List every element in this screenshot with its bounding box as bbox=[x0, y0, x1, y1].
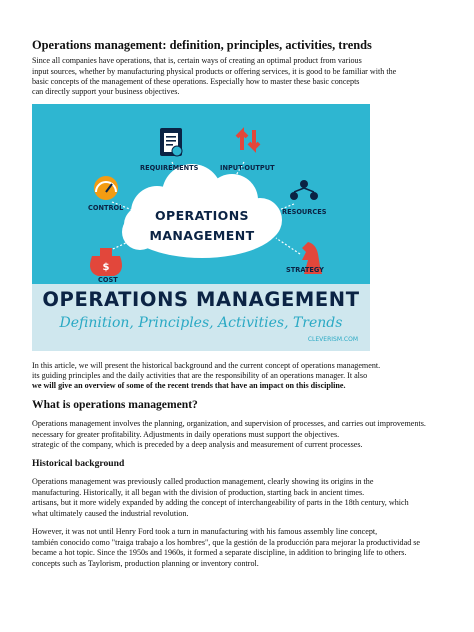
article-line-2: its guiding principles and the daily activities that are the responsibility of an operations manager. It also bbox=[32, 371, 368, 380]
label-resources: RESOURCES bbox=[282, 208, 327, 216]
history-p1-line-2: manufacturing. Historically, it all began with the division of production, starting back in ancient times. bbox=[32, 488, 365, 497]
banner-big-title: OPERATIONS MANAGEMENT bbox=[42, 288, 360, 311]
intro-line-2: input sources, whether by manufacturing physical products or offering services, it is good to be familiar with the bbox=[32, 67, 397, 76]
cloud-title-line-2: MANAGEMENT bbox=[149, 228, 255, 243]
section-heading-what-is: What is operations management? bbox=[32, 398, 198, 411]
banner-image bbox=[32, 104, 370, 351]
cloud-title-line-1: OPERATIONS bbox=[155, 208, 249, 223]
money-bag-icon bbox=[90, 248, 122, 276]
history-p1-line-1: Operations management was previously called production management, clearly showing its origins in the bbox=[32, 477, 374, 486]
article-line-3: we will give an overview of some of the recent trends that have an impact on this discipline. bbox=[32, 381, 346, 390]
article-title: Operations management: definition, principles, activities, trends bbox=[32, 38, 372, 52]
label-cost: COST bbox=[98, 276, 118, 284]
label-requirements: REQUIREMENTS bbox=[140, 164, 199, 172]
intro-line-4: can directly support your business objectives. bbox=[32, 87, 180, 96]
banner-subtitle: Definition, Principles, Activities, Trends bbox=[59, 315, 343, 331]
arrows-icon bbox=[237, 130, 259, 150]
label-input-output: INPUT-OUTPUT bbox=[220, 164, 275, 172]
section-heading-history: Historical background bbox=[32, 458, 125, 469]
history-p2-line-2: también conocido como "traiga trabajo a los hombres", que la gestión de la producción para mejorar la productividad se bbox=[32, 538, 421, 547]
history-p2-line-1: However, it was not until Henry Ford took a turn in manufacturing with his famous assembly line concept, bbox=[32, 527, 378, 536]
history-p2-line-3: became a hot topic. Since the 1950s and 1960s, it formed a separate discipline, in addition to bringing life to others. bbox=[32, 548, 407, 557]
label-control: CONTROL bbox=[88, 204, 124, 212]
intro-line-3: basic concepts of the management of these operations. Especially how to master these basic concepts bbox=[32, 77, 360, 86]
history-p1-line-4: what ultimately caused the industrial revolution. bbox=[32, 509, 189, 518]
label-strategy: STRATEGY bbox=[286, 266, 324, 274]
article-line-1: In this article, we will present the historical background and the current concept of operations management. bbox=[32, 361, 381, 370]
section1-line-1: Operations management involves the planning, organization, and supervision of processes, and carries out improvements. bbox=[32, 419, 426, 428]
intro-line-1: Since all companies have operations, that is, certain ways of creating an optimal product from various bbox=[32, 56, 362, 65]
svg-text:$: $ bbox=[102, 262, 110, 273]
section1-line-2: necessary for greater profitability. Adjustments in daily operations must support the objectives. bbox=[32, 430, 340, 439]
gauge-icon bbox=[94, 176, 118, 200]
resources-icon bbox=[290, 180, 318, 200]
banner-site-credit: CLEVERISM.COM bbox=[307, 336, 358, 343]
history-p2-line-4: concepts such as Taylorism, production planning or inventory control. bbox=[32, 559, 259, 568]
history-p1-line-3: artisans, but it more widely expanded by adding the concept of interchangeability of parts in the 18th century, which bbox=[32, 498, 409, 507]
clipboard-icon bbox=[160, 128, 182, 156]
banner-illustration bbox=[32, 104, 370, 284]
section1-line-3: strategic of the company, which is preceded by a deep analysis and measurement of current processes. bbox=[32, 440, 363, 449]
